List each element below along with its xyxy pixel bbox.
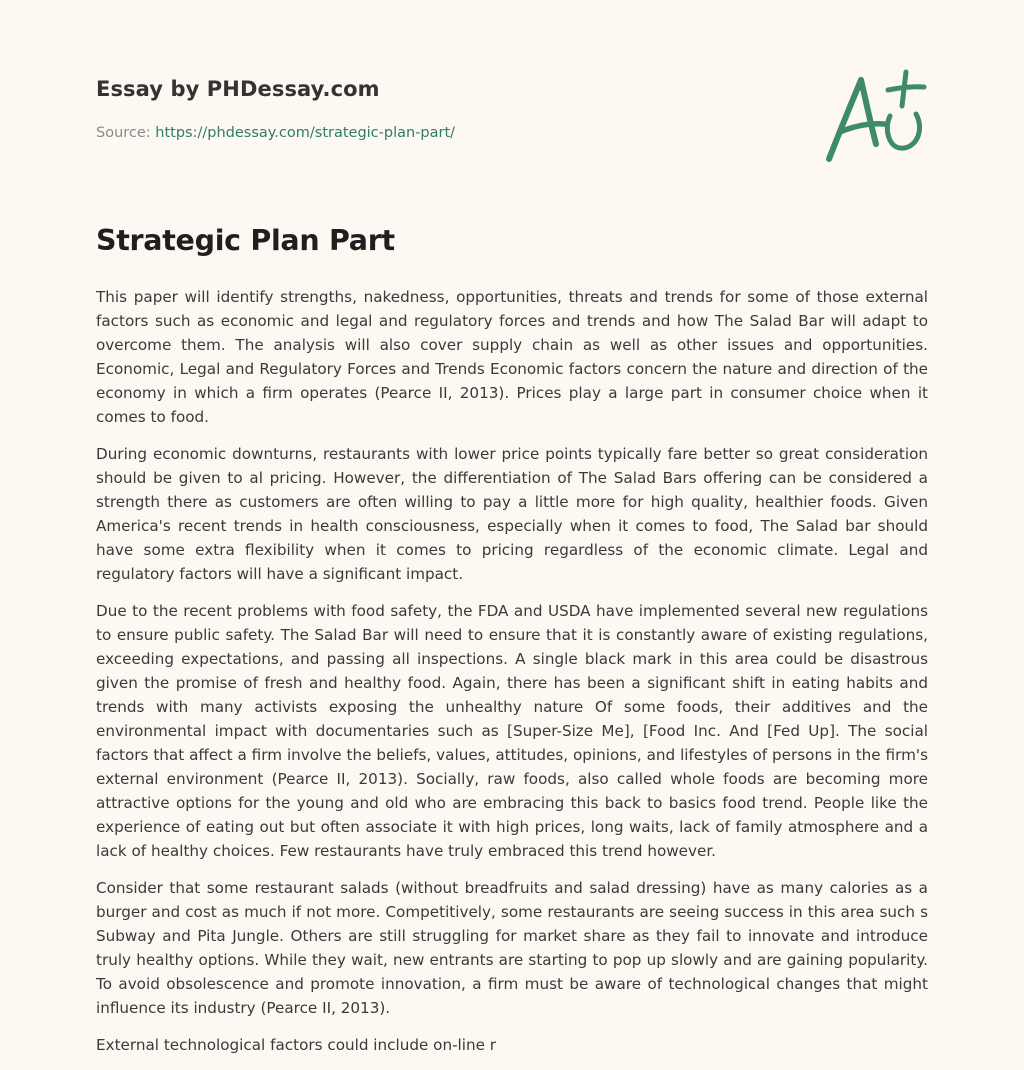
essay-body (96, 285, 928, 1070)
source-link[interactable]: https://phdessay.com/strategic-plan-part/ (155, 125, 456, 141)
essay-paragraph-2: During economic downturns, restaurants with lower price points typically fare better so great consideration should be given to al pricing. However, the differentiation of The Salad Bars offering can be considered a strength there as customers are often willing to pay a little more for high quality, healthier foods. Given America's recent trends in health consciousness, especially when it comes to food, The Salad bar should have some extra flexibility when it comes to pricing regardless of the economic climate. Legal and regulatory factors will have a significant impact. (96, 445, 928, 583)
essay-title: Strategic Plan Part (96, 224, 395, 257)
source-line (96, 125, 455, 141)
essay-paragraph-3: Due to the recent problems with food safety, the FDA and USDA have implemented several new regulations to ensure public safety. The Salad Bar will need to ensure that it is constantly aware of existing regulations, exceeding expectations, and passing all inspections. A single black mark in this area could be disastrous given the promise of fresh and healthy food. Again, there has been a significant shift in eating habits and trends with many activists exposing the unhealthy nature Of some foods, their additives and the environmental impact with documentaries such as [Super-Size Me], [Food Inc. And [Fed Up]. The social factors that affect a firm involve the beliefs, values, attitudes, opinions, and lifestyles of persons in the firm's external environment (Pearce II, 2013). Socially, raw foods, also called whole foods are becoming more attractive options for the young and old who are embracing this back to basics food trend. People like the experience of eating out but often associate it with high prices, long waits, lack of family atmosphere and a lack of healthy choices. Few restaurants have truly embraced this trend however. (96, 602, 928, 860)
essay-paragraph-4: Consider that some restaurant salads (without breadfruits and salad dressing) have as many calories as a burger and cost as much if not more. Competitively, some restaurants are seeing success in this area such s Subway and Pita Jungle. Others are still struggling for market share as they fail to innovate and introduce truly healthy options. While they wait, new entrants are starting to pop up slowly and are gaining popularity. To avoid obsolescence and promote innovation, a firm must be aware of technological changes that might influence its industry (Pearce II, 2013). (96, 879, 928, 1017)
essay-paragraph-1: This paper will identify strengths, nakedness, opportunities, threats and trends for some of those external factors such as economic and legal and regulatory forces and trends and how The Salad Bar will adapt to overcome them. The analysis will also cover supply chain as well as other issues and opportunities. Economic, Legal and Regulatory Forces and Trends Economic factors concern the nature and direction of the economy in which a firm operates (Pearce II, 2013). Prices play a large part in consumer choice when it comes to food. (96, 288, 928, 426)
a-plus-grade-icon (818, 66, 930, 166)
site-brand: Essay by PHDessay.com (96, 77, 380, 101)
source-label: Source: (96, 125, 151, 141)
essay-paragraph-5: External technological factors could include on-line r (96, 1036, 497, 1054)
